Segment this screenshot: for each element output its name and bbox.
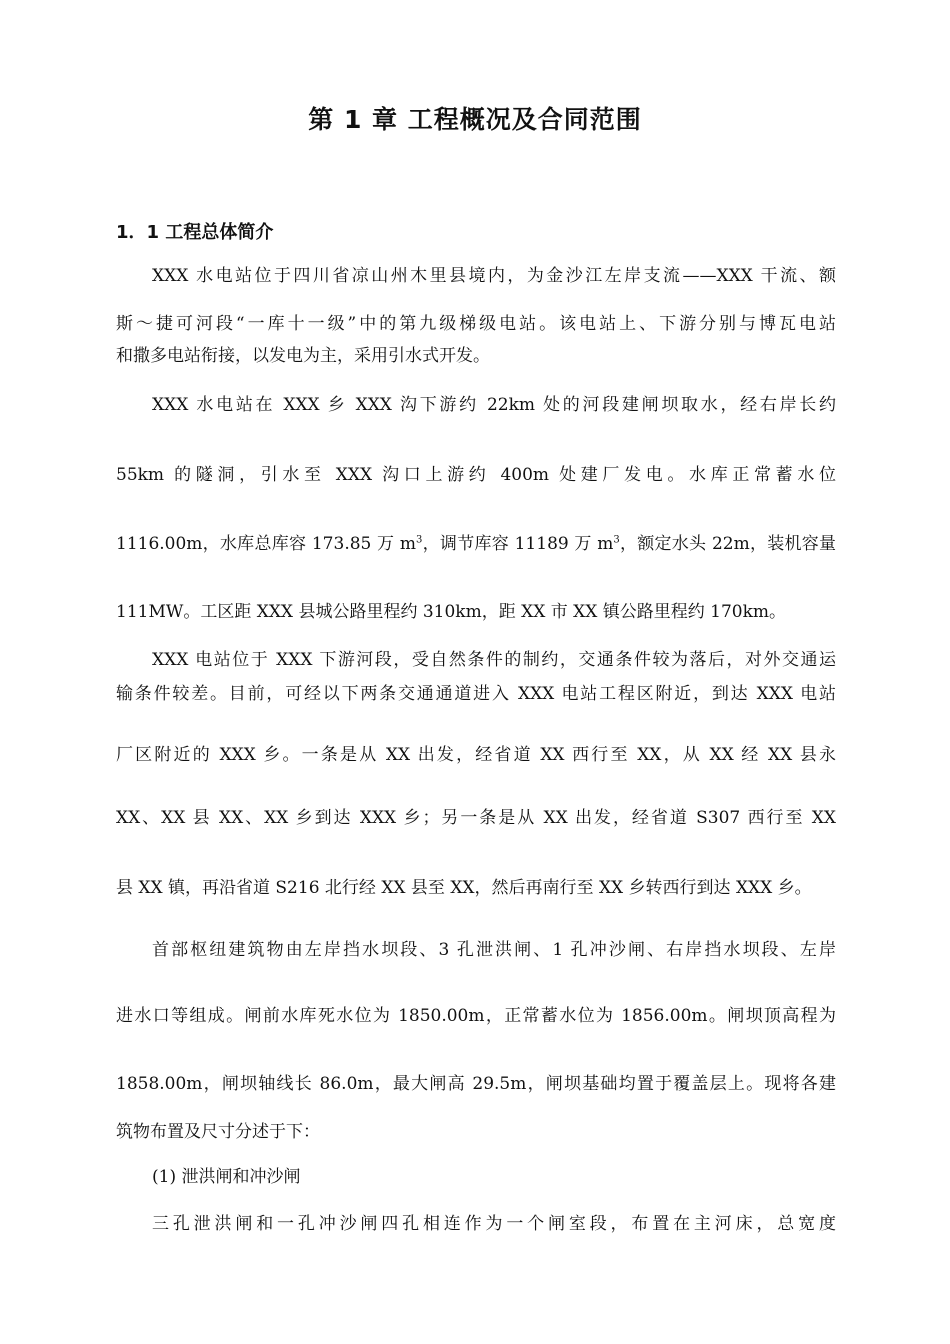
paragraph-line: 1858.00m，闸坝轴线长 86.0m，最大闸高 29.5m，闸坝基础均置于覆盖层上。现将各建 [116,1074,836,1094]
paragraph-line: 首部枢纽建筑物由左岸挡水坝段、3 孔泄洪闸、1 孔冲沙闸、右岸挡水坝段、左岸 [152,940,836,960]
paragraph-line: 厂区附近的 XXX 乡。一条是从 XX 出发，经省道 XX 西行至 XX，从 XX 经 XX 县永 [116,745,836,765]
paragraph-line: XXX 水电站位于四川省凉山州木里县境内，为金沙江左岸支流——XXX 干流、额 [152,266,836,286]
subsection-heading: (1) 泄洪闸和冲沙闸 [152,1167,301,1187]
paragraph-line: 斯～捷可河段“一库十一级”中的第九级梯级电站。该电站上、下游分别与博瓦电站 [116,314,836,334]
paragraph-line: 输条件较差。目前，可经以下两条交通通道进入 XXX 电站工程区附近，到达 XXX 电站 [116,684,836,704]
line-segment: 1116.00m，水库总库容 173.85 万 m [116,534,417,554]
paragraph-line: 三孔泄洪闸和一孔冲沙闸四孔相连作为一个闸室段，布置在主河床，总宽度 [152,1214,836,1234]
paragraph-line: XXX 电站位于 XXX 下游河段，受自然条件的制约，交通条件较为落后，对外交通运 [152,650,836,670]
paragraph-line: 和撒多电站衔接，以发电为主，采用引水式开发。 [116,346,490,366]
paragraph-line: 县 XX 镇，再沿省道 S216 北行经 XX 县至 XX，然后再南行至 XX 乡转西行到达 XXX 乡。 [116,878,812,898]
line-segment: ，调节库容 11189 万 m [422,534,614,554]
line-segment: ，额定水头 22m，装机容量 [619,534,836,554]
paragraph-line: 111MW。工区距 XXX 县城公路里程约 310km，距 XX 市 XX 镇公路里程约 170km。 [116,602,787,622]
paragraph-line: 55km 的隧洞，引水至 XXX 沟口上游约 400m 处建厂发电。水库正常蓄水位 [116,465,836,485]
section-heading: 1．1 工程总体简介 [116,222,274,243]
paragraph-line: XX、XX 县 XX、XX 乡到达 XXX 乡；另一条是从 XX 出发，经省道 S307 西行至 XX [116,808,836,828]
superscript: 3 [613,534,620,546]
paragraph-line: XXX 水电站在 XXX 乡 XXX 沟下游约 22km 处的河段建闸坝取水，经右岸长约 [152,395,836,415]
paragraph-line: 进水口等组成。闸前水库死水位为 1850.00m，正常蓄水位为 1856.00m。闸坝顶高程为 [116,1006,836,1026]
page-title: 第 1 章 工程概况及合同范围 [308,105,642,134]
paragraph-line: 筑物布置及尺寸分述于下： [116,1122,320,1142]
paragraph-line-with-superscript [116,532,836,556]
superscript: 3 [416,534,423,546]
